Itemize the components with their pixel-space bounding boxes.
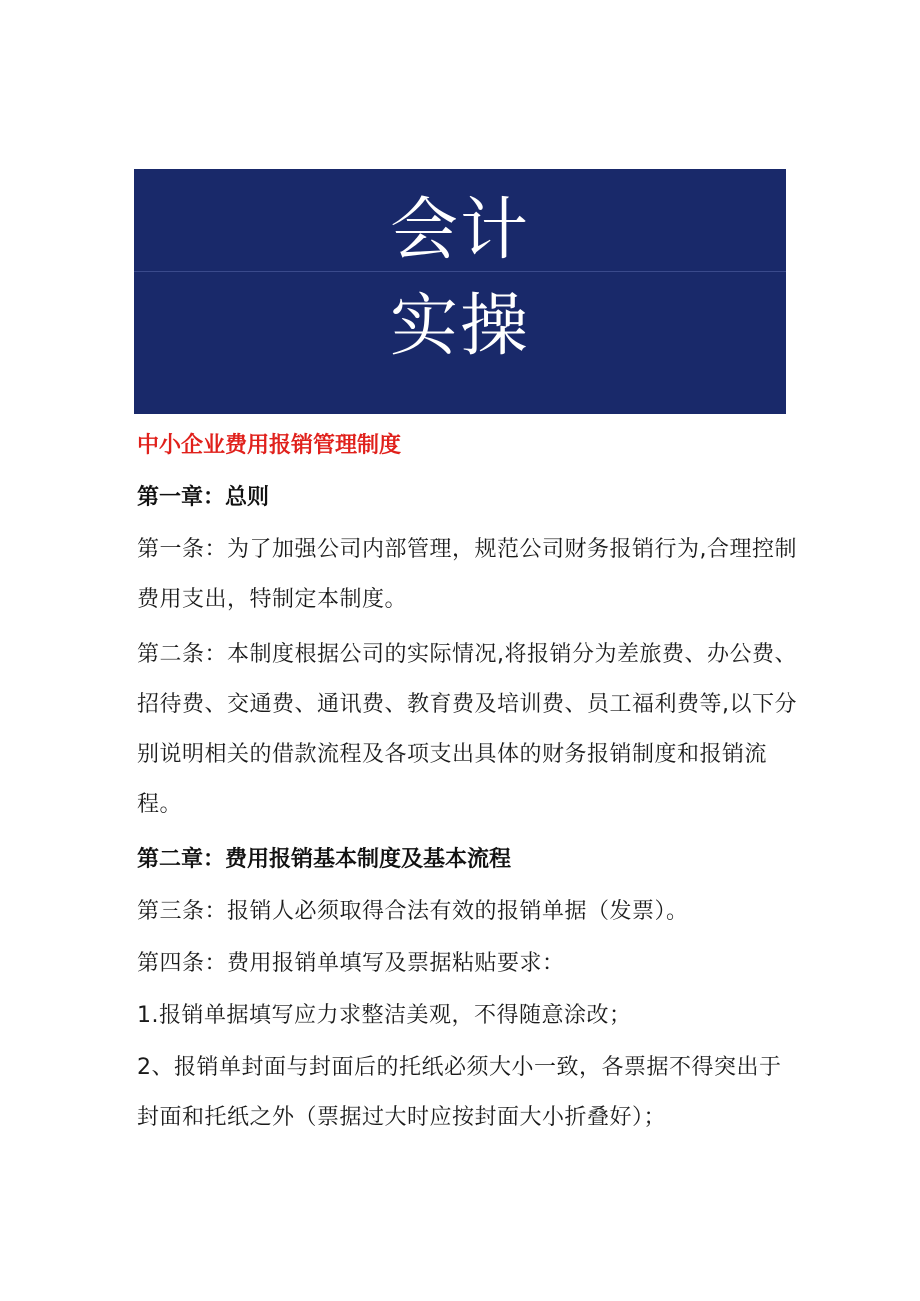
article-1: 第一条：为了加强公司内部管理，规范公司财务报销行为,合理控制费用支出，特制定本制度。 xyxy=(137,537,797,612)
article-2: 第二条：本制度根据公司的实际情况,将报销分为差旅费、办公费、招待费、交通费、通讯费、教育费及培训费、员工福利费等,以下分别说明相关的借款流程及各项支出具体的财务报销制度和报销流程。 xyxy=(137,642,797,817)
chapter-heading-2: 第二章：费用报销基本制度及基本流程 xyxy=(137,847,512,872)
banner-title-line1: 会计 xyxy=(389,191,530,270)
article-3: 第三条：报销人必须取得合法有效的报销单据（发票）。 xyxy=(137,899,689,924)
list-item-2: 2、报销单封面与封面后的托纸必须大小一致，各票据不得突出于封面和托纸之外（票据过大时应按封面大小折叠好）； xyxy=(137,1055,782,1130)
document-title: 中小企业费用报销管理制度 xyxy=(137,433,402,458)
article-4: 第四条：费用报销单填写及票据粘贴要求： xyxy=(137,951,565,976)
chapter-heading-1: 第一章：总则 xyxy=(137,485,270,510)
banner-divider xyxy=(134,271,786,272)
banner-title-line2: 实操 xyxy=(389,287,530,366)
cover-banner xyxy=(134,169,786,414)
list-item-1: 1.报销单据填写应力求整洁美观，不得随意涂改； xyxy=(137,1003,632,1028)
document-body xyxy=(137,424,797,1151)
